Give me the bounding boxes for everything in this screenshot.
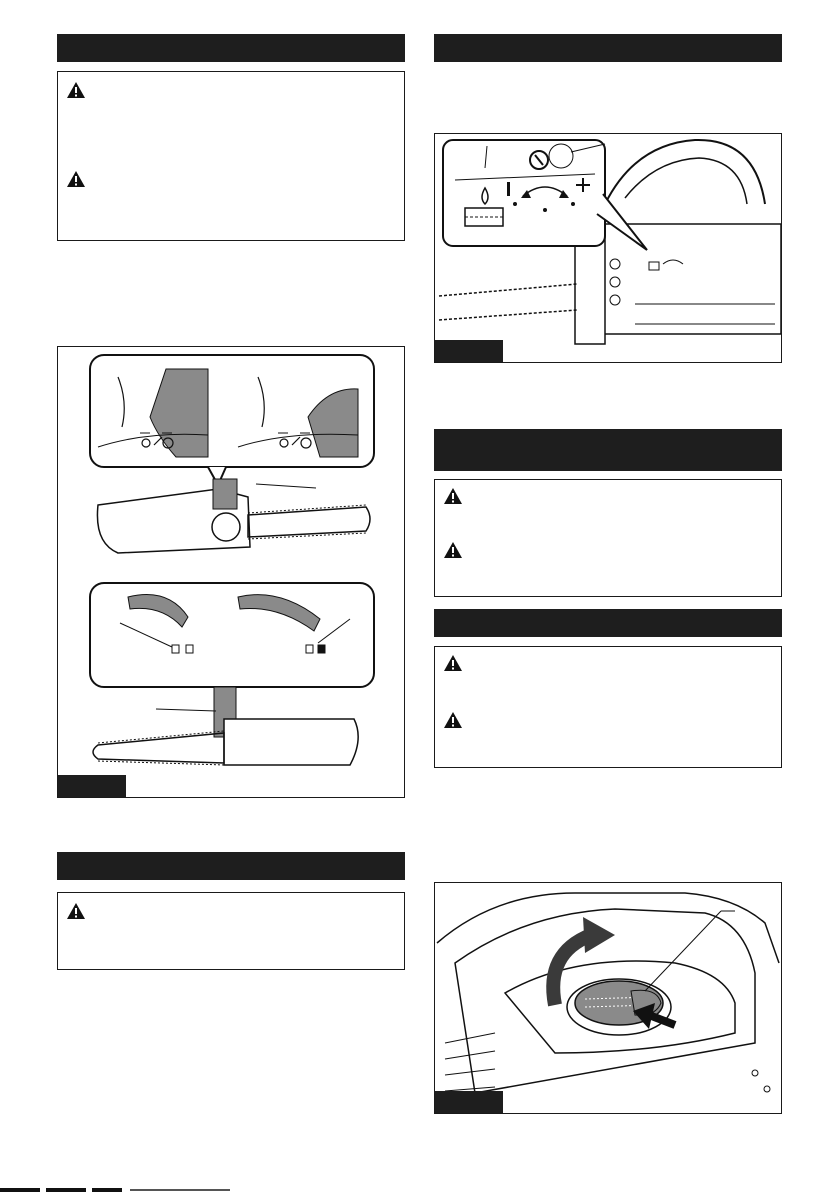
- section-header-bar-left-bottom: [57, 852, 405, 880]
- figure-number-tag: [58, 775, 126, 797]
- warning-triangle-icon: [66, 902, 86, 920]
- warning-triangle-icon: [443, 654, 463, 672]
- warning-box-left-top: [57, 71, 405, 241]
- warning-triangle-icon: [443, 487, 463, 505]
- section-header-bar-left-top: [57, 34, 405, 62]
- warning-box-right-mid-2: [434, 646, 782, 768]
- section-header-bar-right-mid-1: [434, 429, 782, 471]
- section-header-bar-right-top: [434, 34, 782, 62]
- figure-number-tag: [435, 1091, 503, 1113]
- figure-oil-adjust: [434, 133, 782, 363]
- page-footer-strip: [0, 1184, 840, 1192]
- figure-chain-brake: [57, 346, 405, 798]
- figure-number-tag: [435, 340, 503, 362]
- oil-tank-cap-illustration: [435, 883, 781, 1113]
- figure-oil-tank-cap: [434, 882, 782, 1114]
- warning-triangle-icon: [66, 170, 86, 188]
- chain-brake-illustration: [58, 347, 404, 797]
- warning-triangle-icon: [443, 541, 463, 559]
- warning-box-right-mid-1: [434, 479, 782, 597]
- warning-triangle-icon: [443, 711, 463, 729]
- warning-box-left-bottom: [57, 892, 405, 970]
- warning-triangle-icon: [66, 81, 86, 99]
- oil-adjust-illustration: [435, 134, 781, 362]
- section-header-bar-right-mid-2: [434, 609, 782, 637]
